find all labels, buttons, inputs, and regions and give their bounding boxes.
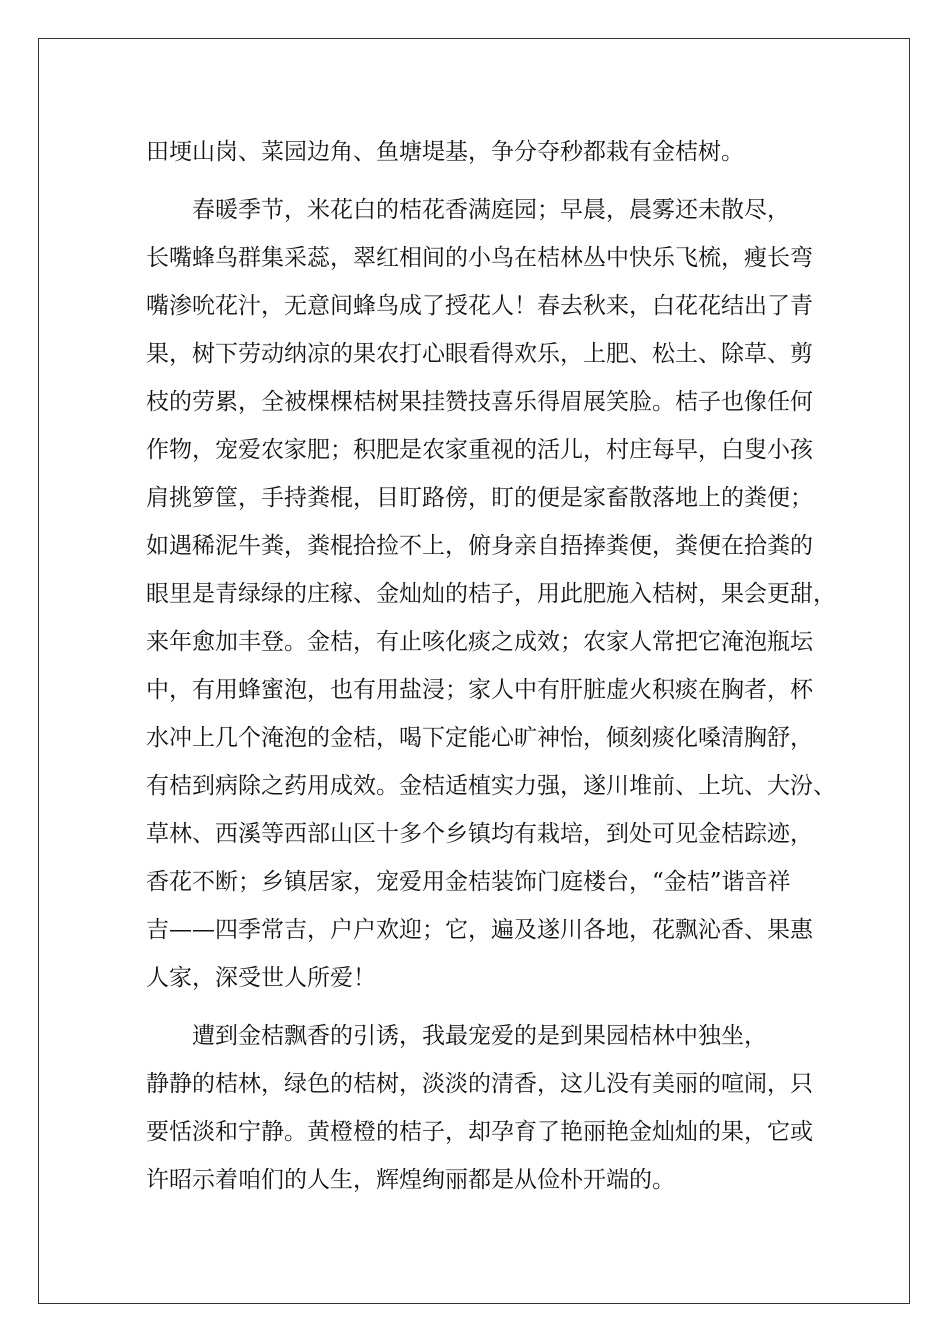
text-line: 肩挑箩筐，手持粪棍，目盯路傍，盯的便是家畜散落地上的粪便； bbox=[146, 485, 813, 511]
paragraph-2 bbox=[146, 186, 836, 1002]
text-line: 有桔到病除之药用成效。金桔适植实力强，遂川堆前、上坑、大汾、 bbox=[146, 773, 836, 799]
text-line: 水冲上几个淹泡的金桔，喝下定能心旷神怡，倾刻痰化嗓清胸舒， bbox=[146, 725, 813, 751]
text-line: 作物，宠爱农家肥；积肥是农家重视的活儿，村庄每早，白叟小孩 bbox=[146, 437, 813, 463]
text-line: 要恬淡和宁静。黄橙橙的桔子，却孕育了艳丽艳金灿灿的果，它或 bbox=[146, 1119, 813, 1145]
text-line: 中，有用蜂蜜泡，也有用盐浸；家人中有肝脏虚火积痰在胸者，杯 bbox=[146, 677, 813, 703]
text-line: 嘴渗吮花汁，无意间蜂鸟成了授花人！春去秋来，白花花结出了青 bbox=[146, 293, 813, 319]
document-body bbox=[146, 128, 836, 1204]
text-line: 遭到金桔飘香的引诱，我最宠爱的是到果园桔林中独坐， bbox=[146, 1023, 767, 1049]
text-line: 草林、西溪等西部山区十多个乡镇均有栽培，到处可见金桔踪迹， bbox=[146, 821, 813, 847]
text-line: 田埂山岗、菜园边角、鱼塘堤基，争分夺秒都栽有金桔树。 bbox=[146, 139, 744, 165]
text-line: 春暖季节，米花白的桔花香满庭园；早晨，晨雾还未散尽， bbox=[146, 197, 790, 223]
text-line: 眼里是青绿绿的庄稼、金灿灿的桔子，用此肥施入桔树，果会更甜， bbox=[146, 581, 836, 607]
text-line: 吉——四季常吉，户户欢迎；它，遍及遂川各地，花飘沁香、果惠 bbox=[146, 917, 813, 943]
text-line: 人家，深受世人所爱！ bbox=[146, 965, 376, 991]
text-line: 如遇稀泥牛粪，粪棍拾捡不上，俯身亲自捂捧粪便，粪便在拾粪的 bbox=[146, 533, 813, 559]
paragraph-1 bbox=[146, 128, 818, 176]
text-line: 来年愈加丰登。金桔，有止咳化痰之成效；农家人常把它淹泡瓶坛 bbox=[146, 629, 813, 655]
text-line: 枝的劳累，全被棵棵桔树果挂赞技喜乐得眉展笑脸。桔子也像任何 bbox=[146, 389, 813, 415]
text-line: 香花不断；乡镇居家，宠爱用金桔装饰门庭楼台，“金桔”谐音祥 bbox=[146, 869, 791, 895]
text-line: 长嘴蜂鸟群集采蕊，翠红相间的小鸟在桔林丛中快乐飞梳，瘦长弯 bbox=[146, 245, 813, 271]
text-line: 许昭示着咱们的人生，辉煌绚丽都是从俭朴开端的。 bbox=[146, 1167, 675, 1193]
text-line: 静静的桔林，绿色的桔树，淡淡的清香，这儿没有美丽的喧闹，只 bbox=[146, 1071, 813, 1097]
text-line: 果，树下劳动纳凉的果农打心眼看得欢乐，上肥、松土、除草、剪 bbox=[146, 341, 813, 367]
paragraph-3 bbox=[146, 1012, 818, 1204]
